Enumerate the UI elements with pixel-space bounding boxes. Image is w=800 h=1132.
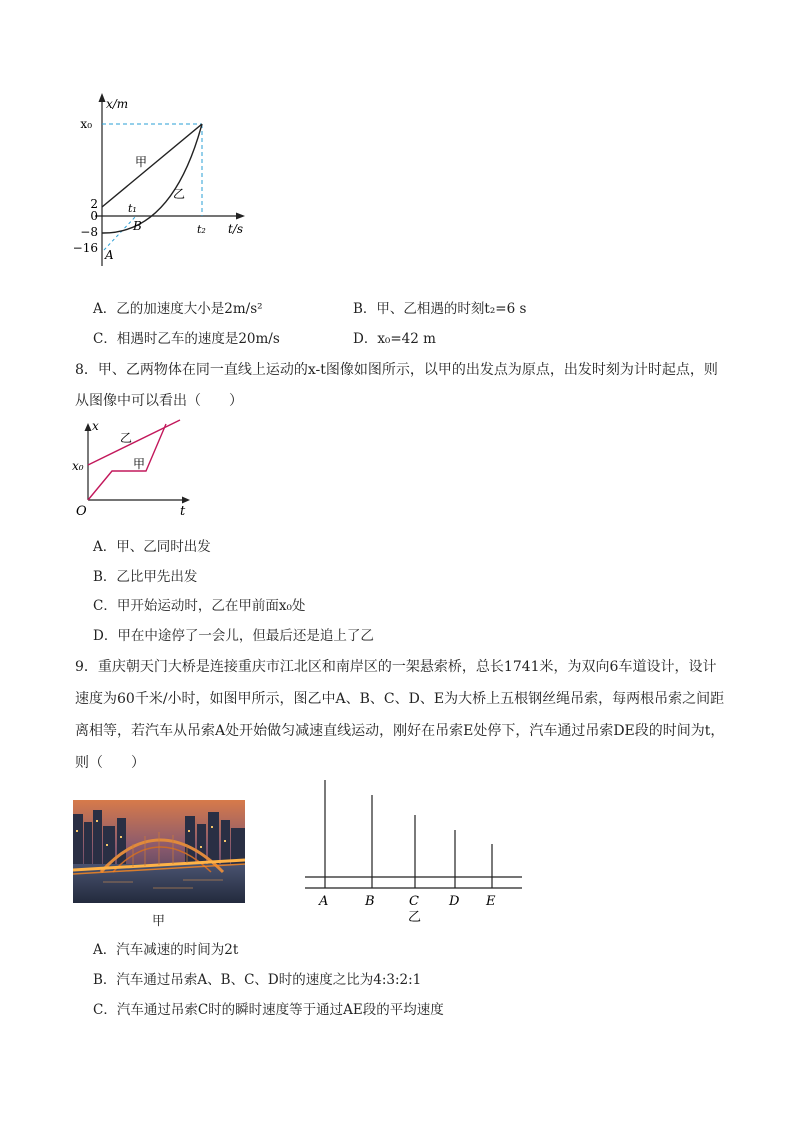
- q7-option-d[interactable]: D．x₀=42 m: [353, 331, 436, 347]
- t1-label: t₁: [128, 202, 137, 215]
- cable-label-b: B: [365, 894, 375, 909]
- y-axis-label: x/m: [106, 97, 129, 111]
- y-label-neg16: −16: [72, 241, 98, 255]
- line-jia-label: 甲: [133, 457, 146, 471]
- cable-label-c: C: [409, 894, 419, 909]
- q9-option-b[interactable]: B．汽车通过吊索A、B、C、D时的速度之比为4:3:2:1: [93, 972, 422, 988]
- x-axis-label: t/s: [228, 222, 244, 236]
- q9-stem: 9．重庆朝天门大桥是连接重庆市江北区和南岸区的一架悬索桥，总长1741米，为双向6车道设计，设计速度为60千米/小时，如图甲所示，图乙中A、B、C、D、E为大桥上五根钢丝绳吊索，每两根吊索之间距离相等，若汽车从吊索A处开始做匀减速直线运动，刚好在吊索E处停下，汽车通过吊索DE段的时间为t，则（ ）: [75, 659, 725, 771]
- line-yi-label: 乙: [120, 431, 133, 445]
- cable-label-a: A: [319, 894, 329, 909]
- q7-xt-graph: [70, 88, 260, 273]
- q7-option-a[interactable]: A．乙的加速度大小是2m/s²: [93, 301, 263, 317]
- x-axis-arrow-icon: [236, 213, 245, 220]
- y-axis-label: x: [92, 419, 99, 433]
- t2-label: t₂: [197, 223, 206, 236]
- point-b-label: B: [133, 219, 142, 233]
- photo-caption: 甲: [152, 914, 166, 929]
- y-label-neg8: −8: [80, 225, 98, 239]
- curve-yi-label: 乙: [173, 187, 186, 201]
- q8-option-c[interactable]: C．甲开始运动时，乙在甲前面x₀处: [93, 598, 306, 614]
- q8-option-a[interactable]: A．甲、乙同时出发: [93, 539, 211, 555]
- point-a-label: A: [105, 248, 114, 262]
- q9-option-a[interactable]: A．汽车减速的时间为2t: [93, 942, 239, 958]
- y-label-0: 0: [90, 209, 98, 223]
- bridge-photo-illustration: [73, 800, 245, 903]
- q8-option-b[interactable]: B．乙比甲先出发: [93, 569, 198, 585]
- origin-label: O: [76, 504, 87, 518]
- q8-option-d[interactable]: D．甲在中途停了一会儿，但最后还是追上了乙: [93, 628, 374, 644]
- cable-label-e: E: [486, 894, 496, 909]
- diagram-caption: 乙: [408, 910, 422, 925]
- y-label-x0: x₀: [80, 117, 92, 131]
- q7-option-c[interactable]: C．相遇时乙车的速度是20m/s: [93, 331, 280, 347]
- q8-stem-line1: 8．甲、乙两物体在同一直线上运动的x-t图像如图所示，以甲的出发点为原点，出发时刻为计时起点，则: [75, 362, 718, 378]
- x-axis-arrow-icon: [182, 497, 190, 504]
- x0-label: x₀: [72, 459, 84, 473]
- x-axis-label: t: [180, 504, 186, 518]
- bridge-photo: [73, 800, 245, 903]
- y-axis-arrow-icon: [99, 93, 106, 102]
- cable-label-d: D: [449, 894, 460, 909]
- cable-diagram: [300, 775, 530, 925]
- y-label-2: 2: [90, 197, 98, 211]
- q7-option-b[interactable]: B．甲、乙相遇的时刻t₂=6 s: [353, 301, 527, 317]
- curve-jia-label: 甲: [135, 155, 148, 169]
- curve-yi-parabola: [102, 124, 202, 233]
- q8-stem-line2: 从图像中可以看出（ ）: [75, 393, 243, 409]
- q9-option-c[interactable]: C．汽车通过吊索C时的瞬时速度等于通过AE段的平均速度: [93, 1002, 444, 1018]
- q8-xt-graph: [70, 418, 200, 518]
- y-axis-arrow-icon: [85, 423, 92, 431]
